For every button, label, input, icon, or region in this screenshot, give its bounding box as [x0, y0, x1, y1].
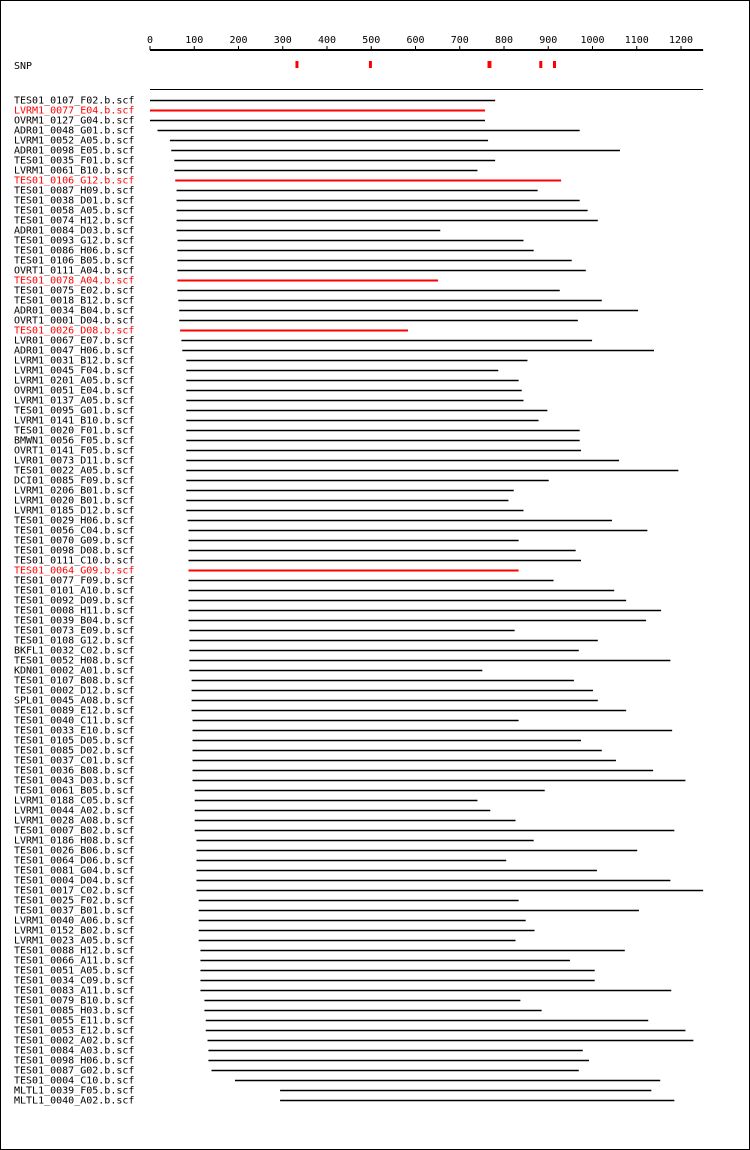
read-label: LVRM1_0206_B01.b.scf — [14, 485, 135, 497]
read-label: TES01_0101_A10.b.scf — [14, 585, 135, 597]
read-label: LVRM1_0188_C05.b.scf — [14, 795, 135, 807]
read-label: TES01_0020_F01.b.scf — [14, 425, 135, 437]
snp-marker — [539, 61, 542, 68]
read-label: TES01_0036_B08.b.scf — [14, 765, 135, 777]
read-label: TES01_0086_H06.b.scf — [14, 245, 135, 257]
read-row — [14, 1096, 674, 1107]
read-label: LVRM1_0141_B10.b.scf — [14, 415, 135, 427]
read-label: LVRM1_0201_A05.b.scf — [14, 375, 135, 387]
read-label: TES01_0018_B12.b.scf — [14, 295, 135, 307]
read-label: TES01_0087_G02.b.scf — [14, 1065, 135, 1077]
read-label: TES01_0084_A03.b.scf — [14, 1045, 135, 1057]
read-label: TES01_0017_C02.b.scf — [14, 885, 135, 897]
read-label: TES01_0075_E02.b.scf — [14, 285, 135, 297]
read-label: TES01_0064_D06.b.scf — [14, 855, 135, 867]
snp-marker — [553, 61, 556, 68]
read-label: LVRM1_0052_A05.b.scf — [14, 135, 135, 147]
read-label: TES01_0111_C10.b.scf — [14, 555, 135, 567]
snp-markers — [295, 61, 556, 68]
read-label: LVRM1_0020_B01.b.scf — [14, 495, 135, 507]
read-label: OVRT1_0001_D04.b.scf — [14, 315, 135, 327]
read-label: TES01_0002_A02.b.scf — [14, 1035, 135, 1047]
read-label: LVRM1_0185_D12.b.scf — [14, 505, 135, 517]
axis-tick-label: 200 — [229, 35, 248, 46]
axis-tick-label: 900 — [539, 35, 558, 46]
read-label: TES01_0038_D01.b.scf — [14, 195, 135, 207]
read-label: OVRM1_0127_G04.b.scf — [14, 115, 135, 127]
read-label: TES01_0070_G09.b.scf — [14, 535, 135, 547]
read-label: TES01_0004_D04.b.scf — [14, 875, 135, 887]
axis-tick-label: 0 — [146, 35, 154, 46]
read-label: TES01_0066_A11.b.scf — [14, 955, 135, 967]
read-label: TES01_0092_D09.b.scf — [14, 595, 135, 607]
read-label: TES01_0098_D08.b.scf — [14, 545, 135, 557]
read-label: LVRM1_0044_A02.b.scf — [14, 805, 135, 817]
axis-tick-label: 300 — [273, 35, 292, 46]
read-label: TES01_0008_H11.b.scf — [14, 605, 135, 617]
read-label: LVRM1_0023_A05.b.scf — [14, 935, 135, 947]
read-label: TES01_0085_D02.b.scf — [14, 745, 135, 757]
axis-tick-label: 500 — [362, 35, 381, 46]
read-label: TES01_0107_F02.b.scf — [14, 95, 135, 107]
axis-tick-label: 800 — [494, 35, 514, 46]
read-label: TES01_0105_D05.b.scf — [14, 735, 135, 747]
snp-marker — [369, 61, 372, 68]
read-label: TES01_0081_G04.b.scf — [14, 865, 135, 877]
read-label: TES01_0058_A05.b.scf — [14, 205, 135, 217]
read-label: TES01_0026_B06.b.scf — [14, 845, 135, 857]
read-label: TES01_0039_B04.b.scf — [14, 615, 135, 627]
read-label: TES01_0089_E12.b.scf — [14, 705, 135, 717]
read-label: ADR01_0084_D03.b.scf — [14, 225, 135, 237]
axis-tick-label: 400 — [317, 35, 337, 46]
read-label: TES01_0037_B01.b.scf — [14, 905, 135, 917]
read-label: TES01_0085_H03.b.scf — [14, 1005, 135, 1017]
read-label: TES01_0061_B05.b.scf — [14, 785, 135, 797]
position-axis — [147, 35, 703, 50]
read-label: LVRM1_0152_B02.b.scf — [14, 925, 135, 937]
axis-tick-label: 600 — [406, 35, 425, 46]
read-label: TES01_0106_G12.b.scf — [14, 175, 135, 187]
read-label: TES01_0083_A11.b.scf — [14, 985, 135, 997]
read-label: LVRM1_0186_H08.b.scf — [14, 835, 135, 847]
read-label: TES01_0087_H09.b.scf — [14, 185, 135, 197]
snp-label: SNP — [14, 61, 33, 72]
read-label: TES01_0093_G12.b.scf — [14, 235, 135, 247]
read-label: TES01_0037_C01.b.scf — [14, 755, 135, 767]
read-label: TES01_0107_B08.b.scf — [14, 675, 135, 687]
read-label: TES01_0053_E12.b.scf — [14, 1025, 135, 1037]
read-label: OVRM1_0051_E04.b.scf — [14, 385, 135, 397]
read-label: DCI01_0085_F09.b.scf — [14, 475, 135, 487]
read-label: OVRT1_0111_A04.b.scf — [14, 265, 135, 277]
read-label: ADR01_0098_E05.b.scf — [14, 145, 135, 157]
read-label: ADR01_0034_B04.b.scf — [14, 305, 135, 317]
axis-tick-label: 1100 — [624, 35, 649, 46]
read-label: LVRM1_0031_B12.b.scf — [14, 355, 135, 367]
read-label: TES01_0035_F01.b.scf — [14, 155, 135, 167]
read-label: TES01_0106_B05.b.scf — [14, 255, 135, 267]
read-label: LVRM1_0040_A06.b.scf — [14, 915, 135, 927]
snp-marker — [295, 61, 298, 68]
read-label: TES01_0002_D12.b.scf — [14, 685, 135, 697]
axis-tick-label: 100 — [185, 35, 204, 46]
read-label: TES01_0055_E11.b.scf — [14, 1015, 135, 1027]
read-label: TES01_0079_B10.b.scf — [14, 995, 135, 1007]
read-label: ADR01_0047_H06.b.scf — [14, 345, 135, 357]
read-alignments — [14, 96, 703, 1107]
read-label: TES01_0026_D08.b.scf — [14, 325, 135, 337]
read-label: TES01_0043_D03.b.scf — [14, 775, 135, 787]
read-label: OVRT1_0141_F05.b.scf — [14, 445, 135, 457]
read-label: LVRM1_0077_E04.b.scf — [14, 105, 135, 117]
read-label: TES01_0064_G09.b.scf — [14, 565, 135, 577]
read-label: BMWN1_0056_F05.b.scf — [14, 435, 135, 447]
read-label: TES01_0034_C09.b.scf — [14, 975, 135, 987]
read-label: MLTL1_0039_F05.b.scf — [14, 1085, 135, 1097]
read-label: ADR01_0048_G01.b.scf — [14, 125, 135, 137]
read-label: LVRM1_0137_A05.b.scf — [14, 395, 135, 407]
axis-tick-label: 1200 — [668, 35, 694, 46]
read-label: BKFL1_0032_C02.b.scf — [14, 645, 135, 657]
read-label: LVRM1_0061_B10.b.scf — [14, 165, 135, 177]
read-label: LVRM1_0028_A08.b.scf — [14, 815, 135, 827]
read-label: TES01_0078_A04.b.scf — [14, 275, 135, 287]
read-label: TES01_0073_E09.b.scf — [14, 625, 135, 637]
read-label: TES01_0108_G12.b.scf — [14, 635, 135, 647]
read-label: SPL01_0045_A08.b.scf — [14, 695, 135, 707]
read-label: TES01_0022_A05.b.scf — [14, 465, 135, 477]
read-label: TES01_0004_C10.b.scf — [14, 1075, 135, 1087]
read-label: KDN01_0002_A01.b.scf — [14, 665, 135, 677]
axis-tick-label: 700 — [450, 35, 469, 46]
read-label: TES01_0029_H06.b.scf — [14, 515, 135, 527]
read-label: TES01_0095_G01.b.scf — [14, 405, 135, 417]
snp-marker — [488, 61, 491, 68]
read-label: TES01_0025_F02.b.scf — [14, 895, 135, 907]
read-label: LVR01_0073_D11.b.scf — [14, 455, 135, 467]
read-label: TES01_0052_H08.b.scf — [14, 655, 135, 667]
read-label: TES01_0040_C11.b.scf — [14, 715, 135, 727]
read-label: TES01_0074_H12.b.scf — [14, 215, 135, 227]
read-label: MLTL1_0040_A02.b.scf — [14, 1095, 135, 1107]
read-label: TES01_0007_B02.b.scf — [14, 825, 135, 837]
read-label: TES01_0077_F09.b.scf — [14, 575, 135, 587]
read-label: TES01_0088_H12.b.scf — [14, 945, 135, 957]
read-label: TES01_0098_H06.b.scf — [14, 1055, 135, 1067]
axis-tick-label: 1000 — [580, 35, 605, 46]
read-label: TES01_0033_E10.b.scf — [14, 725, 135, 737]
read-label: TES01_0056_C04.b.scf — [14, 525, 135, 537]
read-label: TES01_0051_A05.b.scf — [14, 965, 135, 977]
read-label: LVRM1_0045_F04.b.scf — [14, 365, 135, 377]
read-label: LVR01_0067_E07.b.scf — [14, 335, 135, 347]
